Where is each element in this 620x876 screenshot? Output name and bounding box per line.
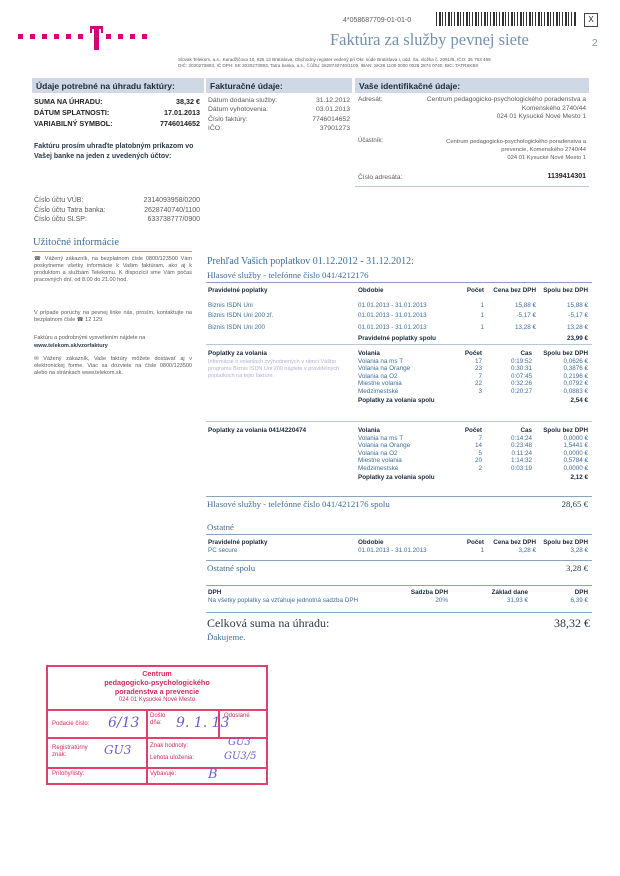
voice1-total: 28,65 € bbox=[561, 499, 588, 509]
handwriting-registr: GU3 bbox=[104, 743, 132, 757]
handwriting-dosle: 9. 1. 13 bbox=[176, 715, 230, 731]
participant-block: Centrum pedagogicko-psychologického poradenstva a prevencie, Komenského 2740/44 024 01 Kysucké Nové Mesto 1 bbox=[446, 139, 586, 161]
useful-para-4: ✉ Vážený zákazník, Vaše faktúry môžete dostávať aj v elektronickej forme. Viac sa dozviete na čísle 0800/123500 alebo na stránkach www.telekom.sk. bbox=[34, 356, 192, 376]
handwriting-vybavuje: B bbox=[208, 767, 218, 782]
table-row: Miestne volania 22 0:32:26 0,0792 € bbox=[358, 380, 588, 388]
grand-total: 38,32 € bbox=[554, 616, 590, 630]
other-head: Pravidelné poplatky Obdobie Počet Cena bez DPH Spolu bez DPH bbox=[208, 539, 588, 546]
useful-link[interactable]: www.telekom.sk/vzorfaktury bbox=[34, 343, 108, 349]
other-total-label: Ostatné spolu bbox=[207, 563, 256, 573]
table-row: Biznis ISDN Uni 200 zľ. 01.01.2013 - 31.01.2013 1 -5,17 € -5,17 € bbox=[208, 311, 588, 319]
overview-title: Prehľad Vašich poplatkov 01.12.2012 - 31.12.2012: bbox=[207, 256, 414, 267]
page-title: Faktúra za služby pevnej siete bbox=[330, 30, 529, 49]
payment-row: SUMA NA ÚHRADU: 38,32 € bbox=[34, 97, 200, 106]
other-underline bbox=[206, 534, 592, 535]
stamp-field-odoslane: Odoslané bbox=[224, 713, 250, 719]
regular-fees-table bbox=[208, 287, 588, 345]
payment-row: DÁTUM SPLATNOSTI: 17.01.2013 bbox=[34, 108, 200, 117]
invoice-heading: Fakturačné údaje: bbox=[206, 78, 352, 93]
stamp-field-lehota: Lehota uloženia: bbox=[150, 755, 195, 761]
handwriting-lehota: GU3/5 bbox=[224, 751, 257, 762]
company-line-2: DIČ: 2020273893, IČ DPH: SK 2020273893, Tatra banka, a.s., č.účtu: 2628740740/1100, IBAN: SK28 1100 0000 0026 2874 0740, BIC: TATRSKBX bbox=[178, 63, 479, 68]
calls2-total: Poplatky za volania spolu 2,12 € bbox=[358, 473, 588, 481]
calls2-head: Volania Počet Čas Spolu bez DPH bbox=[358, 427, 588, 434]
addressee-label: Adresát: bbox=[358, 96, 383, 103]
company-line-1: Slovak Telekom, a.s., Karadžičova 10, 825 13 Bratislava, Obchodný register vedený pri Okr. súde Bratislava I, odd. Sa, vložka č. 2081/B, IČO: 35 763 469 bbox=[178, 57, 491, 62]
handwriting-podacie: 6/13 bbox=[108, 715, 140, 731]
stamp-field-znak: Znak hodnoty: bbox=[150, 743, 189, 749]
invoice-row: Dátum vyhotovenia: 03.01.2013 bbox=[208, 106, 350, 114]
grand-total-line bbox=[206, 612, 592, 613]
participant-label: Účastník: bbox=[358, 138, 384, 144]
calls1-note: Informácie o volaniach zvýhodnených v rámci Vášho programu Biznis ISDN Uni 200 nájdete v pravidelných poplatkoch na tejto faktúre. bbox=[208, 359, 340, 379]
addressee-block: Centrum pedagogicko-psychologického poradenstva a Komenského 2740/44 024 01 Kysucké Nové Mesto 1 bbox=[426, 96, 586, 121]
bank-account-row: Číslo účtu VÚB: 2314093958/0200 bbox=[34, 197, 200, 204]
divider bbox=[206, 421, 592, 422]
invoice-row: IČO: 37901273 bbox=[208, 124, 350, 132]
grand-total-label: Celková suma na úhradu: bbox=[207, 616, 330, 630]
table-row: PC secure 01.01.2013 - 31.01.2013 1 3,28 € 3,28 € bbox=[208, 546, 588, 554]
stamp-field-podacie: Podacie číslo: bbox=[52, 721, 90, 727]
payment-rows bbox=[34, 97, 200, 130]
other-total-line bbox=[206, 560, 592, 561]
bank-accounts bbox=[34, 196, 200, 225]
barcode bbox=[436, 12, 576, 26]
vat-line bbox=[206, 585, 592, 586]
table-row: Na všetky poplatky sa vzťahuje jednotná sadzba DPH 20% 31,93 € 6,39 € bbox=[208, 596, 588, 604]
identification-heading: Vaše identifikačné údaje: bbox=[355, 78, 589, 93]
table-row: Volania na ms T 17 0:19:52 0,0626 € bbox=[358, 357, 588, 365]
useful-para-3: Faktúru a podrobnými vysvetlením nájdete na bbox=[34, 335, 146, 341]
useful-para-1: ☎ Vážený zákazník, na bezplatnom čísle 0800/123500 Vám poskytneme všetky informácie k Vašim faktúram, ako aj k produktom a službám Telekomu. K dispozícii sme Vám počas pracovných dní, od 8.00 do 21.00 hod. bbox=[34, 256, 192, 283]
calls1-table bbox=[358, 350, 588, 406]
stamp-field-registr: Registratúrny znak: bbox=[52, 745, 88, 758]
calls2-table bbox=[358, 427, 588, 483]
stamp-divider bbox=[48, 709, 266, 711]
table-row: Miestne volania 20 1:14:32 0,5784 € bbox=[358, 457, 588, 465]
other-table bbox=[208, 539, 588, 554]
useful-heading: Užitočné informácie bbox=[33, 237, 119, 248]
invoice-rows bbox=[208, 96, 350, 133]
useful-para-2: V prípade poruchy na pevnej linke nás, prosím, kontaktujte na bezplatnom čísle ☎ 12 129. bbox=[34, 310, 192, 323]
voice1-title: Hlasové služby - telefónne číslo 041/4212176 bbox=[207, 270, 369, 280]
calls1-heading: Poplatky za volania bbox=[208, 350, 267, 357]
calls1-head: Volania Počet Čas Spolu bez DPH bbox=[358, 350, 588, 357]
table-row: Volania na Orange 23 0:30:31 0,3876 € bbox=[358, 365, 588, 373]
close-box: X bbox=[584, 13, 598, 27]
calls2-heading: Poplatky za volania 041/4220474 bbox=[208, 427, 307, 434]
payment-heading: Údaje potrebné na úhradu faktúry: bbox=[32, 78, 204, 93]
table-row: Volania na O2 7 0:07:45 0,2196 € bbox=[358, 372, 588, 380]
regular-fees-head: Pravidelné poplatky Obdobie Počet Cena bez DPH Spolu bez DPH bbox=[208, 287, 588, 294]
handwriting-znak: GU3 bbox=[228, 737, 251, 748]
address-number: 1139414301 bbox=[547, 173, 586, 180]
payment-note: Faktúru prosím uhraďte platobným príkazom vo Vašej banke na jeden z uvedených účtov: bbox=[34, 143, 194, 160]
table-row: Volania na ms T 7 0:14:24 0,0000 € bbox=[358, 434, 588, 442]
table-row: Volania na Orange 14 0:23:48 1,5441 € bbox=[358, 442, 588, 450]
bank-account-row: Číslo účtu Tatra banka: 2628740740/1100 bbox=[34, 206, 200, 214]
stamp-title: Centrum pedagogicko-psychologického poradenstva a prevencie 024 01 Kysucké Nové Mesto bbox=[104, 669, 210, 703]
stamp-field-prilohy: Prílohy/listy: bbox=[52, 771, 85, 777]
table-row: Medzimestské 2 0:03:19 0,0000 € bbox=[358, 464, 588, 472]
bank-account-row: Číslo účtu SLSP: 633738777/0900 bbox=[34, 216, 200, 223]
calls1-total: Poplatky za volania spolu 2,54 € bbox=[358, 396, 588, 404]
table-row: Biznis ISDN Uni 200 01.01.2013 - 31.01.2013 1 13,28 € 13,28 € bbox=[208, 323, 588, 331]
page-number: 2 bbox=[592, 38, 598, 49]
stamp-divider bbox=[48, 767, 266, 769]
address-number-label: Číslo adresáta: bbox=[358, 174, 403, 181]
identification-divider bbox=[355, 186, 589, 187]
regular-fees-total: Pravidelné poplatky spolu 23,99 € bbox=[358, 335, 588, 343]
invoice-row: Dátum dodania služby: 31.12.2012 bbox=[208, 97, 350, 104]
table-row: Biznis ISDN Uni 01.01.2013 - 31.01.2013 1 15,88 € 15,88 € bbox=[208, 302, 588, 310]
vat-head: DPH Sadzba DPH Základ dane DPH bbox=[208, 589, 588, 596]
divider bbox=[206, 344, 592, 345]
registry-stamp bbox=[46, 665, 268, 785]
table-row: Volania na O2 5 0:11:24 0,0000 € bbox=[358, 449, 588, 457]
table-row: Medzimestské 3 0:20:27 0,0883 € bbox=[358, 387, 588, 395]
stamp-field-dosle: Došlo dňa: bbox=[150, 713, 166, 726]
other-title: Ostatné bbox=[207, 522, 234, 532]
voice1-total-label: Hlasové služby - telefónne číslo 041/4212176 spolu bbox=[207, 499, 390, 509]
telekom-t-icon bbox=[14, 22, 164, 52]
stamp-field-vybavuje: Vybavuje: bbox=[150, 771, 177, 777]
voice1-total-line bbox=[206, 496, 592, 497]
vat-table bbox=[208, 589, 588, 604]
other-total: 3,28 € bbox=[566, 563, 588, 573]
useful-underline bbox=[32, 251, 192, 252]
voice1-underline bbox=[206, 282, 592, 283]
telekom-logo bbox=[14, 22, 164, 52]
invoice-row: Číslo faktúry: 7746014652 bbox=[208, 115, 350, 123]
stamp-divider bbox=[146, 709, 148, 785]
thanks-text: Ďakujeme. bbox=[207, 632, 246, 642]
payment-row: VARIABILNÝ SYMBOL: 7746014652 bbox=[34, 119, 200, 128]
barcode-number: 4*058687709-01-01-0 bbox=[343, 17, 412, 24]
